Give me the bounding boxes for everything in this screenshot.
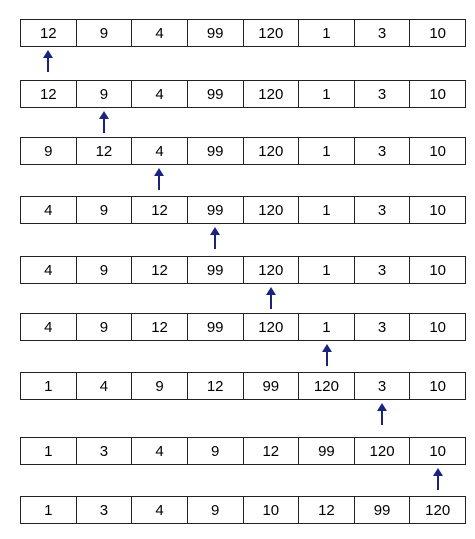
array-cell: 3 [355,373,411,399]
array-cell: 9 [77,197,133,223]
array-cell: 1 [299,257,355,283]
array-cell: 99 [355,497,411,523]
array-cell: 4 [21,314,77,340]
array-cell: 10 [429,318,447,336]
array-cell: 9 [77,314,133,340]
array-cell: 1 [21,497,77,523]
array-cell: 120 [244,314,300,340]
array-cell: 4 [21,197,77,223]
array-cell: 3 [355,81,411,107]
array-cell: 12 [188,373,244,399]
array-row-9 [20,496,466,524]
array-cell: 10 [429,377,447,395]
array-cell: 120 [425,501,451,519]
array-cell: 3 [355,197,411,223]
array-cell: 12 [21,81,77,107]
array-cell: 1 [21,373,77,399]
array-cell: 9 [21,138,77,164]
array-cell: 1 [299,81,355,107]
array-cell: 9 [77,257,133,283]
array-cell: 9 [188,497,244,523]
array-cell: 120 [299,373,355,399]
array-cell: 3 [355,314,411,340]
array-cell: 120 [244,20,300,46]
array-cell: 120 [244,197,300,223]
array-cell: 10 [244,497,300,523]
array-cell: 1 [299,20,355,46]
up-arrow-icon [42,50,54,72]
array-cell: 99 [299,438,355,464]
array-cell: 120 [244,257,300,283]
array-cell: 4 [132,438,188,464]
up-arrow-icon [376,403,388,425]
array-cell: 12 [21,20,77,46]
array-row-2 [20,80,466,108]
array-cell: 99 [188,20,244,46]
array-cell: 4 [132,138,188,164]
array-cell: 3 [77,497,133,523]
array-cell: 120 [244,81,300,107]
array-cell: 120 [355,438,411,464]
array-cell: 4 [132,497,188,523]
array-cell: 4 [132,20,188,46]
array-cell: 4 [132,81,188,107]
array-cell: 99 [244,373,300,399]
up-arrow-icon [209,227,221,249]
array-cell: 9 [132,373,188,399]
array-cell: 9 [77,81,133,107]
array-row-8 [20,437,466,465]
up-arrow-icon [265,287,277,309]
array-cell: 4 [77,373,133,399]
array-cell: 12 [244,438,300,464]
array-cell: 99 [188,197,244,223]
array-row-3 [20,137,466,165]
array-cell: 1 [299,197,355,223]
array-cell: 1 [21,438,77,464]
array-row-5 [20,256,466,284]
array-cell: 3 [77,438,133,464]
array-cell: 12 [132,197,188,223]
array-cell: 9 [188,438,244,464]
array-cell: 12 [132,257,188,283]
array-cell: 9 [77,20,133,46]
array-row-1 [20,19,466,47]
array-cell: 99 [188,81,244,107]
array-cell: 4 [21,257,77,283]
array-cell: 99 [188,257,244,283]
array-cell: 12 [77,138,133,164]
array-cell: 120 [244,138,300,164]
array-cell: 10 [429,142,447,160]
array-cell: 10 [429,85,447,103]
array-cell: 12 [132,314,188,340]
array-cell: 1 [299,138,355,164]
array-row-6 [20,313,466,341]
array-cell: 99 [188,314,244,340]
up-arrow-icon [98,111,110,133]
array-cell: 1 [299,314,355,340]
array-row-7 [20,372,466,400]
array-cell: 3 [355,20,411,46]
array-cell: 10 [429,261,447,279]
array-cell: 99 [188,138,244,164]
up-arrow-icon [432,468,444,490]
array-row-4 [20,196,466,224]
array-cell: 3 [355,257,411,283]
up-arrow-icon [321,344,333,366]
array-cell: 3 [355,138,411,164]
array-cell: 12 [299,497,355,523]
array-cell: 10 [429,201,447,219]
up-arrow-icon [153,168,165,190]
array-cell: 10 [429,24,447,42]
array-cell: 10 [429,442,447,460]
